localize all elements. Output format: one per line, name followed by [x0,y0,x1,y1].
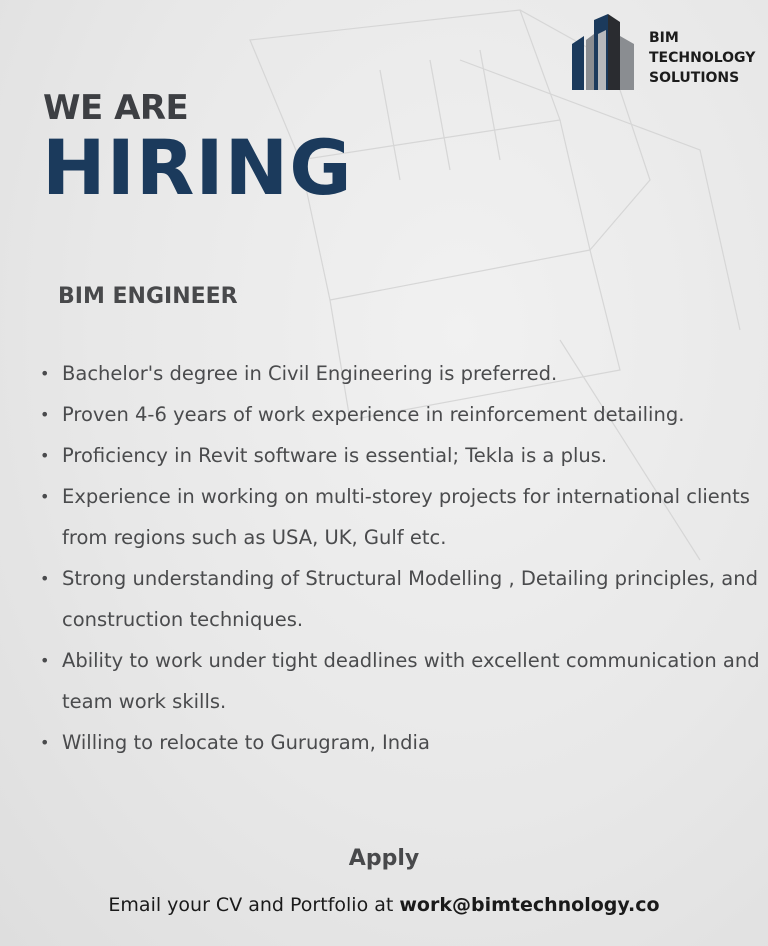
job-title: BIM ENGINEER [58,284,238,309]
requirement-item [40,435,752,476]
requirement-text: Experience in working on multi-storey projects for international clients [62,485,750,508]
requirement-text-continued: construction techniques. [62,608,304,631]
company-name [649,28,755,88]
building-logo-icon [572,14,636,90]
requirement-text: Strong understanding of Structural Modelling , Detailing principles, and [62,567,758,590]
requirement-text: Bachelor's degree in Civil Engineering is preferred. [62,362,558,385]
apply-instructions [0,894,768,916]
requirement-item [40,722,752,763]
requirement-text-continued: team work skills. [62,690,227,713]
requirement-text-continued: from regions such as USA, UK, Gulf etc. [62,526,447,549]
requirement-item [40,640,760,722]
bullet-icon: • [40,446,50,465]
requirement-text: Proven 4-6 years of work experience in reinforcement detailing. [62,403,685,426]
apply-heading: Apply [348,846,420,871]
requirement-item [40,476,752,558]
bullet-icon: • [40,733,50,752]
bullet-icon: • [40,364,50,383]
requirement-item [40,353,752,394]
email-link[interactable]: work@bimtechnology.co [399,894,660,916]
requirement-item [40,558,758,640]
requirement-text: Ability to work under tight deadlines with excellent communication and [62,649,760,672]
company-name-line: TECHNOLOGY [649,50,756,66]
apply-text: Email your CV and Portfolio at [108,894,394,916]
bullet-icon: • [40,405,50,424]
requirement-text: Willing to relocate to Gurugram, India [62,731,430,754]
bullet-icon: • [40,569,50,588]
company-logo [572,14,762,92]
requirements-list [40,353,760,763]
bullet-icon: • [40,487,50,506]
requirement-text: Proficiency in Revit software is essential; Tekla is a plus. [62,444,608,467]
company-name-line: SOLUTIONS [649,70,740,86]
requirement-item [40,394,752,435]
company-name-line: BIM [649,30,679,46]
bullet-icon: • [40,651,50,670]
headline-large: HIRING [42,123,353,212]
headline-small: WE ARE [43,88,189,128]
